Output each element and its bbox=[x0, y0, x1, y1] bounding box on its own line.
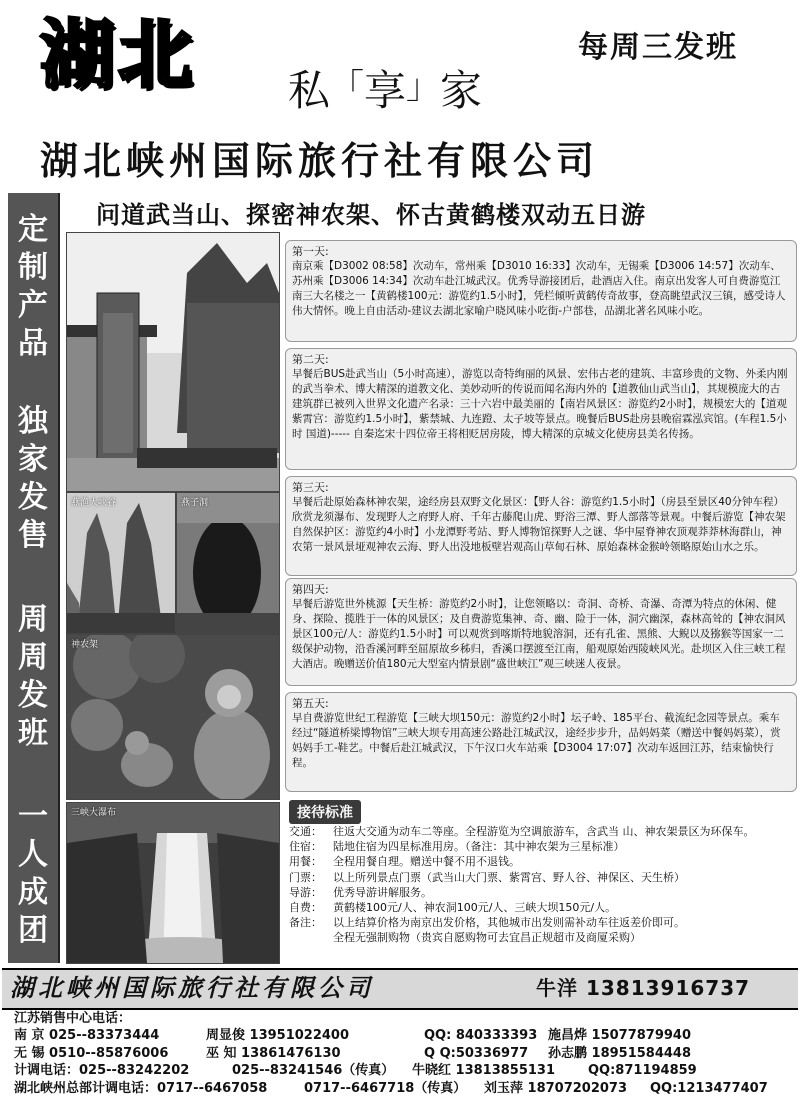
side-strip-char: 周 bbox=[18, 602, 48, 637]
contact-cell: 牛晓红 13813855131 bbox=[412, 1063, 556, 1079]
contact-line-hq bbox=[14, 1080, 794, 1097]
day-text: 南京乘【D3002 08:58】次动车，常州乘【D3010 16:33】次动车，无锡乘【D3006 14:57】次动车、苏州乘【D3006 14:34】次动车赴江城武汉。优秀导游接团后，赴酒店入住。南京出发客人可自费游览江南三大名楼之一【黄鹤楼100元：游览约1.5小时】，凭栏倾听黄鹤传奇故事，登高眺望武汉三镇，感受诗人伟大情怀。晚上自由活动-建议去湖北家喻户晓风味小吃街-户部巷，品湖北著名风味小吃。 bbox=[292, 260, 786, 317]
standard-row-tickets bbox=[289, 870, 794, 885]
photo-golden-monkey bbox=[66, 634, 280, 800]
contact-cell: 无 锡 0510--85876006 bbox=[14, 1045, 169, 1061]
contact-cell: 巫 知 13861476130 bbox=[206, 1045, 341, 1061]
standard-key: 自费： bbox=[289, 901, 322, 915]
standard-row-optional bbox=[289, 900, 794, 915]
standard-value: 全程用餐自理。赠送中餐不用不退钱。 bbox=[333, 855, 520, 869]
standard-row-transport bbox=[289, 824, 794, 839]
side-strip-char: 团 bbox=[18, 913, 48, 948]
photo-wudang-gate bbox=[66, 232, 280, 492]
weekly-departure-badge: 每周三发班 bbox=[578, 30, 738, 65]
side-strip-char: 人 bbox=[18, 837, 48, 872]
side-text-1 bbox=[8, 211, 58, 363]
contact-cell: 计调电话：025--83242202 bbox=[14, 1063, 190, 1079]
brand-logo: 湖北 bbox=[40, 12, 196, 98]
contacts-header: 江苏销售中心电话： bbox=[14, 1011, 132, 1026]
side-text-2 bbox=[8, 403, 58, 555]
contact-cell: 施昌烨 15077879940 bbox=[548, 1028, 692, 1044]
side-strip-char: 周 bbox=[18, 640, 48, 675]
photo-label: 燕子洞 bbox=[181, 498, 209, 508]
contact-cell: 孙志鹏 18951584448 bbox=[548, 1045, 692, 1061]
contact-cell: 0717--6467718（传真） bbox=[304, 1080, 467, 1096]
photo-label: 三峡大瀑布 bbox=[71, 808, 117, 818]
standard-row-lodging bbox=[289, 839, 794, 854]
standard-value: 黄鹤楼100元/人、神农洞100元/人、三峡大坝150元/人。 bbox=[333, 901, 617, 915]
side-strip-char: 成 bbox=[18, 875, 48, 910]
standard-value: 往返大交通为动车二等座。全程游览为空调旅游车，含武当 山、神农架景区为环保车。 bbox=[333, 825, 755, 838]
shopping-note: 全程无强制购物（贵宾自愿购物可去宜昌正规超市及商厦采购） bbox=[333, 931, 641, 945]
itinerary-day-3 bbox=[285, 476, 797, 576]
itinerary-day-2 bbox=[285, 348, 797, 470]
standard-key: 住宿： bbox=[289, 840, 322, 854]
sales-contacts bbox=[14, 1010, 794, 1097]
footer-company-name: 湖北峡州国际旅行社有限公司 bbox=[10, 974, 374, 1002]
side-strip-char: 发 bbox=[18, 678, 48, 713]
standard-value: 以上所列景点门票（武当山大门票、紫霄宫、野人谷、神保区、天生桥） bbox=[333, 870, 685, 884]
photo-label: 神农架 bbox=[71, 640, 99, 650]
side-strip-char: 班 bbox=[18, 716, 48, 751]
side-strip-char: 发 bbox=[18, 480, 48, 515]
standard-key: 门票： bbox=[289, 870, 322, 884]
side-strip-char: 品 bbox=[18, 326, 48, 361]
side-strip-char: 产 bbox=[18, 288, 48, 323]
itinerary-day-1 bbox=[285, 240, 797, 342]
side-strip-char: 售 bbox=[18, 518, 48, 553]
day-title: 第二天: bbox=[292, 353, 329, 366]
itinerary-day-4 bbox=[285, 578, 797, 686]
contact-line-dispatch bbox=[14, 1062, 794, 1079]
day-title: 第三天: bbox=[292, 481, 329, 494]
slogan-bracket-close: 」 bbox=[406, 67, 441, 107]
standard-value: 陆地住宿为四星标准用房。（备注：其中神农架为三星标准） bbox=[333, 840, 625, 854]
slogan-char-3: 家 bbox=[440, 66, 483, 115]
side-strip-char: 家 bbox=[18, 442, 48, 477]
standards-title: 接待标准 bbox=[289, 800, 361, 824]
itinerary-day-5 bbox=[285, 692, 797, 792]
day-title: 第一天: bbox=[292, 245, 329, 258]
day-text: 早自费游览世纪工程游览【三峡大坝150元：游览约2小时】坛子岭、185平台、截流纪念园等景点。乘车经过“隧道桥梁博物馆”三峡大坝专用高速公路赴江城武汉，途经步步升，品妈妈菜（赠送中餐妈妈菜），赏妈妈手工-鞋艺。中餐后赴江城武汉，下午汉口火车站乘【D3004 17:07】次动车返回江苏，结束愉快行程。 bbox=[292, 712, 781, 769]
photo-waterfall bbox=[66, 802, 280, 964]
contact-line-wuxi bbox=[14, 1045, 794, 1062]
private-tour-slogan bbox=[288, 66, 483, 115]
photo-label: 燕渔大峡谷 bbox=[71, 498, 117, 508]
day-text: 早餐后BUS赴武当山（5小时高速），游览以奇特绚丽的风景、宏伟古老的建筑、丰富珍贵的文物、外柔内刚的武当拳术、博大精深的道教文化、美妙动听的传说而闻名海内外的【道教仙山武当山】，其规模庞大的古建筑群已被列入世界文化遗产名录：三十六岩中最美丽的【南岩风景区：游览约2小时】，规模宏大的【道观紫霄宫：游览约1.5小时】，紫禁城、九连蹬、太子坡等景点。晚餐后BUS赴房县晚宿霖泓宾馆。(车程1.5小时 国道)----- 自秦迄宋十四位帝王将相贬居房陵，博大精深的京城文化使房县美名传扬。 bbox=[292, 368, 788, 440]
side-strip bbox=[8, 193, 60, 963]
slogan-char-1: 私 bbox=[288, 66, 331, 115]
standard-value: 以上结算价格为南京出发价格，其他城市出发则需补动车往返差价即可。 bbox=[333, 916, 685, 930]
side-strip-char: 独 bbox=[18, 404, 48, 439]
contact-cell: 025--83241546（传真） bbox=[232, 1063, 395, 1079]
slogan-bracket-open: 「 bbox=[330, 67, 365, 107]
day-text: 早餐后赴原始森林神农架，途经房县双野文化景区：【野人谷：游览约1.5小时】（房县至景区40分钟车程）欣赏龙须瀑布、发现野人之府野人府、千年古藤爬山虎、野浴三潭、野人部落等景观。中餐后游览【神农架自然保护区：游览约4小时】小龙潭野考站、野人博物馆探野人之谜、华中屋脊神农顶观莽莽林海群山，神农第一景风景垭观神农云海、野人出没地板壁岩观高山草甸石林、原始森林金猴岭领略原始山水之乐。 bbox=[292, 496, 786, 553]
photo-cave bbox=[176, 492, 280, 634]
standard-key: 交通： bbox=[289, 825, 322, 838]
side-strip-char: 定 bbox=[18, 212, 48, 247]
standards-list bbox=[289, 824, 794, 946]
slogan-char-2: 享 bbox=[364, 66, 407, 115]
standard-value: 优秀导游讲解服务。 bbox=[333, 885, 432, 899]
day-title: 第五天: bbox=[292, 697, 329, 710]
contact-cell: QQ: 840333393 bbox=[424, 1028, 538, 1044]
contact-cell: 周显俊 13951022400 bbox=[206, 1028, 350, 1044]
side-strip-char: 一 bbox=[18, 799, 48, 834]
company-name: 湖北峡州国际旅行社有限公司 bbox=[40, 139, 600, 183]
contact-cell: Q Q:50336977 bbox=[424, 1045, 529, 1061]
standard-row-guide bbox=[289, 885, 794, 900]
contact-cell: 刘玉萍 18707202073 bbox=[484, 1080, 628, 1096]
side-text-4 bbox=[8, 798, 58, 950]
contact-cell: QQ:1213477407 bbox=[650, 1080, 768, 1096]
contact-cell: 湖北峡州总部计调电话：0717--6467058 bbox=[14, 1080, 268, 1096]
contact-line-nanjing bbox=[14, 1027, 794, 1044]
day-title: 第四天: bbox=[292, 583, 329, 596]
footer-contact: 牛洋 13813916737 bbox=[536, 976, 751, 1000]
standard-row-notes bbox=[289, 915, 794, 930]
tour-title: 问道武当山、探密神农架、怀古黄鹤楼双动五日游 bbox=[96, 201, 646, 229]
contact-cell: QQ:871194859 bbox=[588, 1063, 697, 1079]
side-text-3 bbox=[8, 601, 58, 753]
standard-key: 导游： bbox=[289, 885, 322, 899]
standard-key: 备注： bbox=[289, 916, 322, 930]
contact-cell: 南 京 025--83373444 bbox=[14, 1028, 160, 1044]
side-strip-char: 制 bbox=[18, 250, 48, 285]
standard-row-meals bbox=[289, 854, 794, 869]
day-text: 早餐后游览世外桃源【天生桥：游览约2小时】，让您领略以：奇洞、奇桥、奇瀑、奇潭为特点的休闲、健身、探险、揽胜于一体的风景区；及自费游览集神、奇、幽、险于一体，洞穴幽深，森林高耸的【神农洞风景区100元/人：游览约1.5小时】可以观赏到喀斯特地貌溶洞，还有孔雀、黑熊、大鲵以及猕猴等国家一二级保护动物，沿香溪河畔至屈原故乡秭归，香溪口摆渡至江南，船观原始西陵峡风光。赴坝区入住三峡工程大酒店。晚赠送价值180元大型室内情景剧“盛世峡江”观三峡迷人夜景。 bbox=[292, 598, 786, 670]
photo-canyon bbox=[66, 492, 176, 634]
standard-key: 用餐： bbox=[289, 855, 322, 869]
